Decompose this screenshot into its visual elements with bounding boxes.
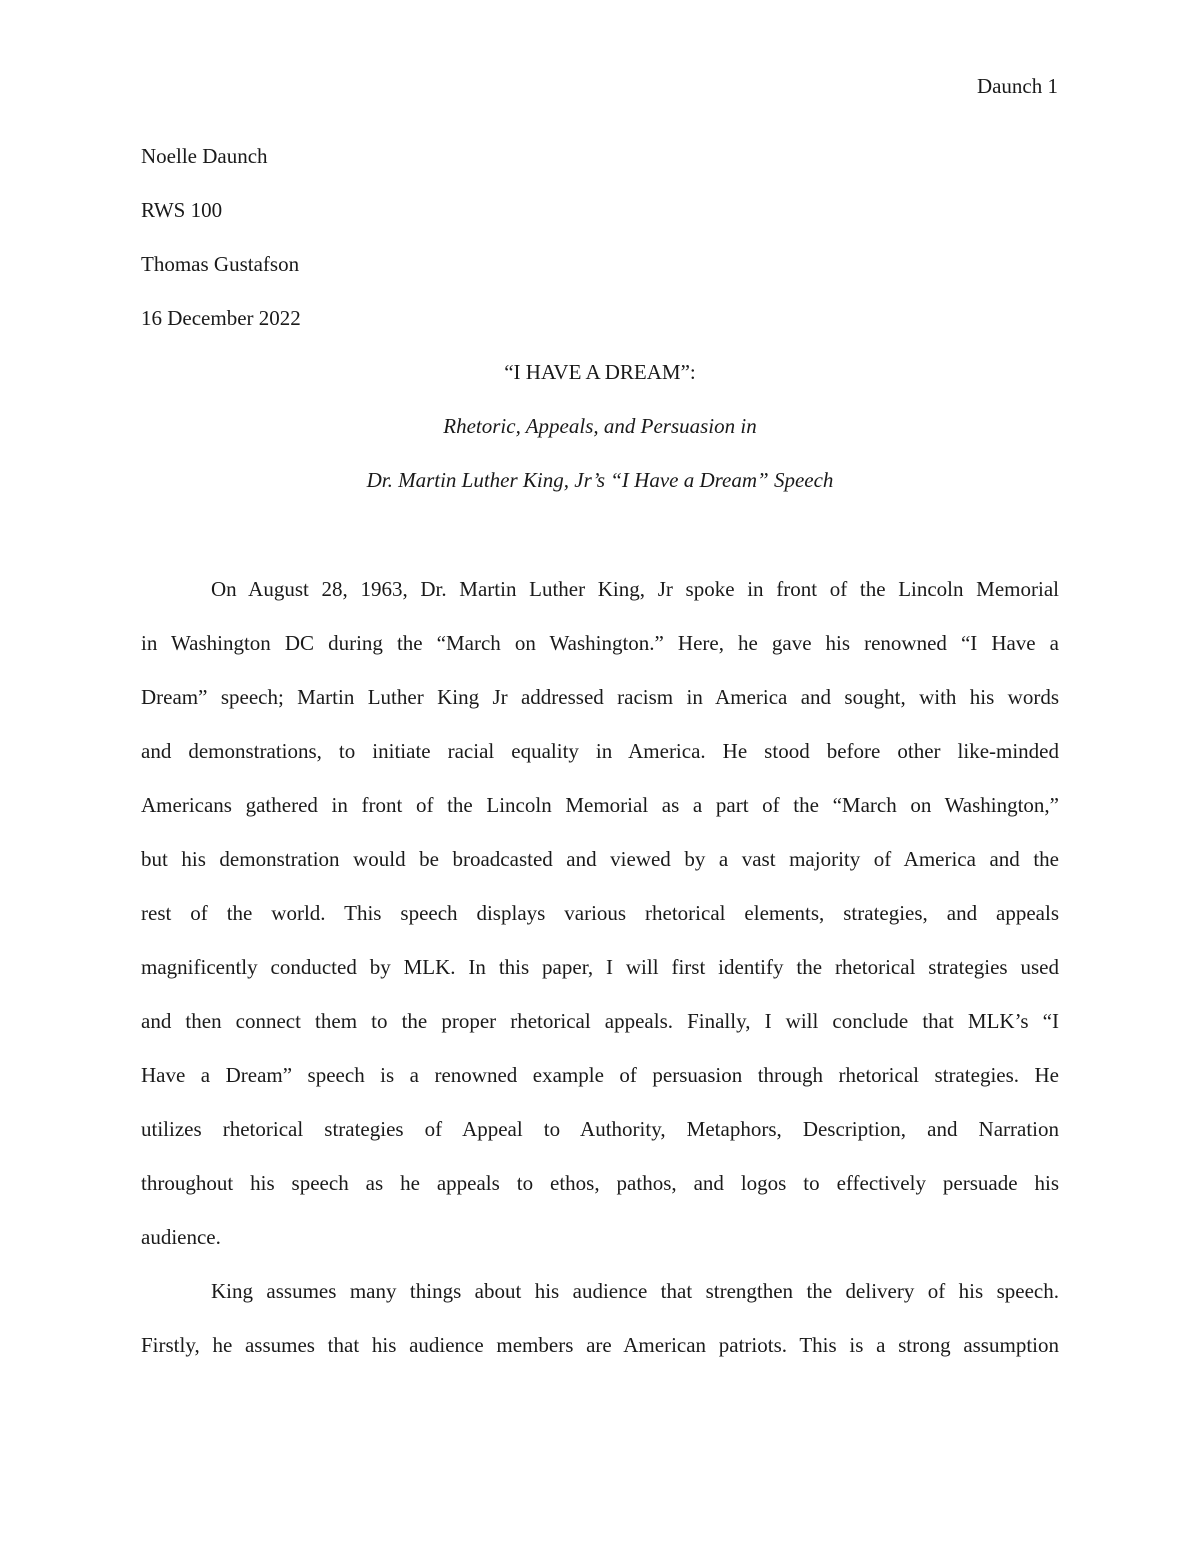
paper-title xyxy=(141,356,1059,518)
instructor-name: Thomas Gustafson xyxy=(141,252,300,276)
text-line: throughout his speech as he appeals to ethos, pathos, and logos to effectively persuade his xyxy=(141,1171,1059,1195)
submission-date: 16 December 2022 xyxy=(141,306,301,330)
text-line: Dream” speech; Martin Luther King Jr addressed racism in America and sought, with his words xyxy=(141,685,1059,709)
paragraph xyxy=(141,1264,1059,1372)
text-line: in Washington DC during the “March on Washington.” Here, he gave his renowned “I Have a xyxy=(141,631,1059,655)
text-line: rest of the world. This speech displays various rhetorical elements, strategies, and appeals xyxy=(141,901,1059,925)
text-line: but his demonstration would be broadcasted and viewed by a vast majority of America and the xyxy=(141,847,1059,871)
text-line: King assumes many things about his audience that strengthen the delivery of his speech. xyxy=(211,1279,1059,1303)
title-subtitle-1: Rhetoric, Appeals, and Persuasion in xyxy=(443,414,757,438)
text-line: Firstly, he assumes that his audience members are American patriots. This is a strong assumption xyxy=(141,1333,1059,1357)
text-line: audience. xyxy=(141,1225,221,1249)
title-subtitle-2: Dr. Martin Luther King, Jr’s “I Have a Dream” Speech xyxy=(366,468,834,492)
paragraph xyxy=(141,562,1059,1264)
text-line: utilizes rhetorical strategies of Appeal to Authority, Metaphors, Description, and Narration xyxy=(141,1117,1059,1141)
course-name: RWS 100 xyxy=(141,198,223,222)
mla-heading xyxy=(141,140,301,356)
page-header: Daunch 1 xyxy=(976,74,1058,98)
author-name: Noelle Daunch xyxy=(141,144,268,168)
text-line: and demonstrations, to initiate racial equality in America. He stood before other like-minded xyxy=(141,739,1059,763)
text-line: magnificently conducted by MLK. In this paper, I will first identify the rhetorical strategies used xyxy=(141,955,1059,979)
text-line: Have a Dream” speech is a renowned example of persuasion through rhetorical strategies. He xyxy=(141,1063,1059,1087)
text-line: and then connect them to the proper rhetorical appeals. Finally, I will conclude that MLK’s “I xyxy=(141,1009,1059,1033)
body-text xyxy=(141,562,1059,1372)
title-main: “I HAVE A DREAM”: xyxy=(504,360,696,384)
text-line: Americans gathered in front of the Lincoln Memorial as a part of the “March on Washington,” xyxy=(141,793,1059,817)
text-line: On August 28, 1963, Dr. Martin Luther King, Jr spoke in front of the Lincoln Memorial xyxy=(211,577,1059,601)
